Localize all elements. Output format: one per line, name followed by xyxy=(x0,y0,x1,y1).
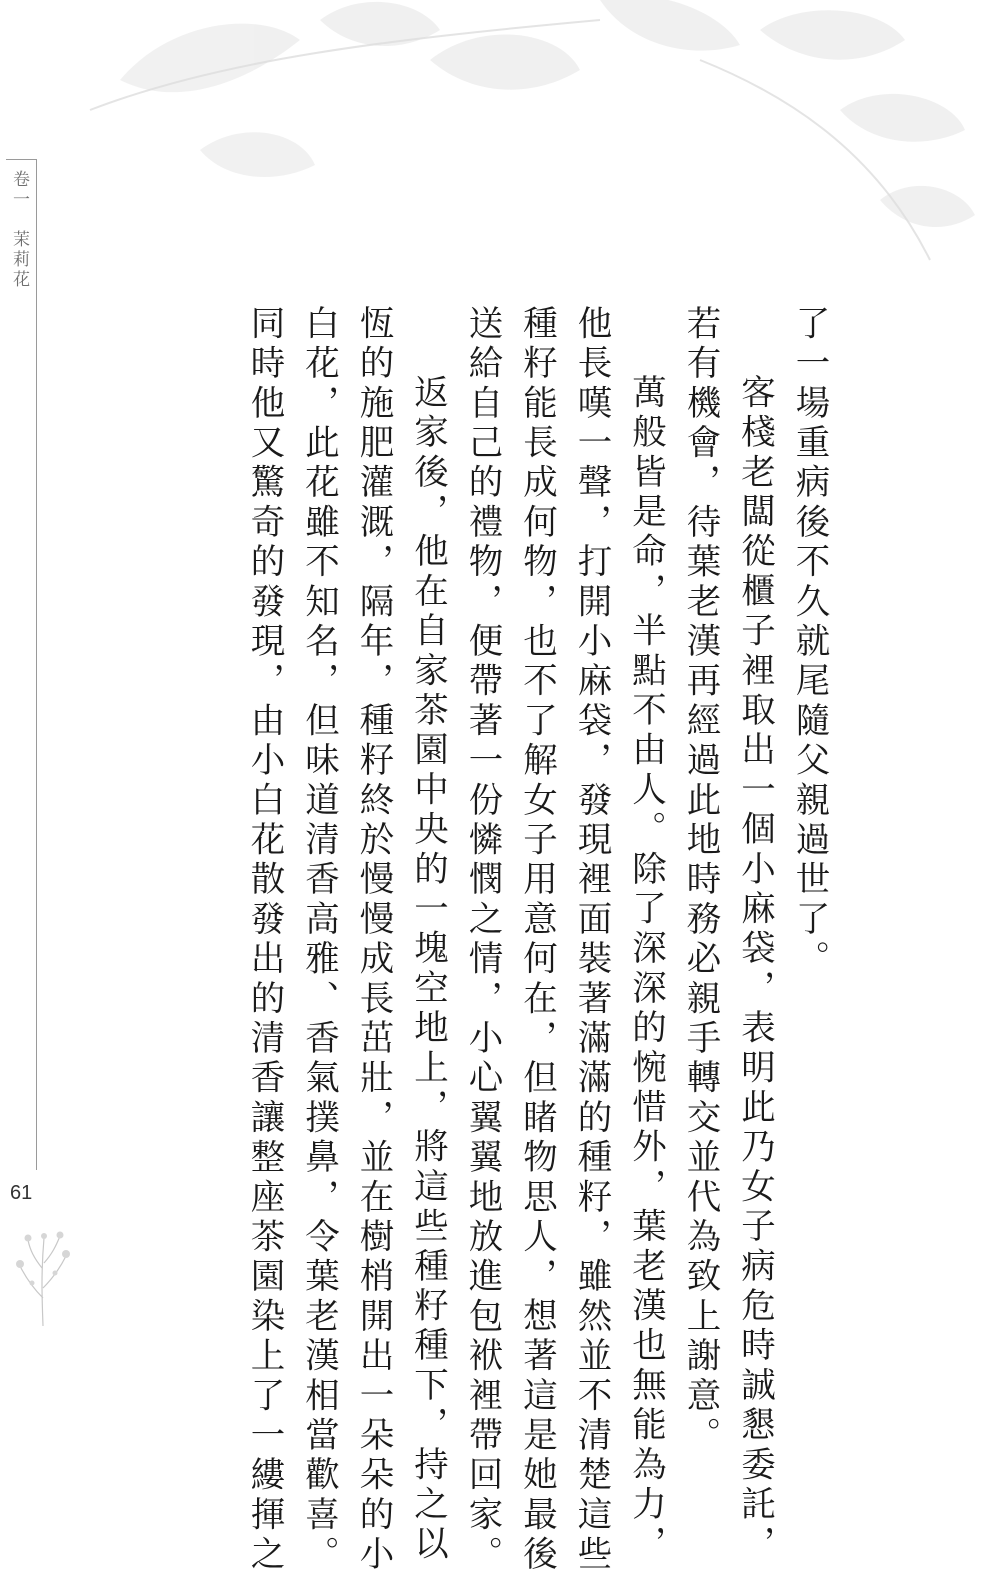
margin-rule-line xyxy=(36,160,37,1170)
text-column-2: 客棧老闆從櫃子裡取出一個小麻袋，表明此乃女子病危時誠懇委託， xyxy=(734,374,775,1565)
running-head-chapter-title: 卷一 茉莉花 xyxy=(9,170,29,290)
text-column-10: 白花，此花雖不知名，但味道清香高雅、香氣撲鼻，令葉老漢相當歡喜。 xyxy=(298,305,339,1575)
text-column-6: 種籽能長成何物，也不了解女子用意何在，但睹物思人，想著這是她最後 xyxy=(516,305,557,1575)
text-column-7: 送給自己的禮物，便帶著一份憐憫之情，小心翼翼地放進包袱裡帶回家。 xyxy=(462,305,502,1575)
stem-line xyxy=(28,1240,42,1268)
blossom-dot xyxy=(57,1232,64,1239)
leaf-shape xyxy=(200,132,315,177)
leaf-shape xyxy=(840,94,965,142)
text-column-8: 返家後，他在自家茶園中央的一塊空地上，將這些種籽種下，持之以 xyxy=(407,374,448,1565)
text-column-1: 了一場重病後不久就尾隨父親過世了。 xyxy=(789,305,829,980)
margin-tick-line xyxy=(6,159,37,160)
blossom-dot xyxy=(62,1250,70,1258)
stem-line xyxy=(44,1236,60,1263)
text-column-4: 萬般皆是命，半點不由人。除了深深的惋惜外，葉老漢也無能為力， xyxy=(625,374,666,1565)
blossom-dot xyxy=(41,1233,47,1239)
text-column-11: 同時他又驚奇的發現，由小白花散發出的清香讓整座茶園染上了一縷揮之 xyxy=(244,305,284,1575)
blossom-dot xyxy=(53,1271,58,1276)
stem-line xyxy=(42,1238,44,1326)
branch-line xyxy=(700,60,930,260)
jasmine-sprig-illustration xyxy=(8,1228,78,1328)
leaf-shape xyxy=(430,35,580,90)
blossom-dot xyxy=(30,1281,35,1286)
text-column-5: 他長嘆一聲，打開小麻袋，發現裡面裝著滿滿的種籽，雖然並不清楚這些 xyxy=(571,305,611,1575)
leaf-shape xyxy=(120,24,300,93)
leaf-shape xyxy=(760,10,905,59)
leaf-shape xyxy=(880,186,975,227)
vertical-body-text xyxy=(237,305,837,1575)
text-column-3: 若有機會，待葉老漢再經過此地時務必親手轉交並代為致上謝意。 xyxy=(680,305,720,1457)
leaf-shape xyxy=(600,0,740,51)
page-number: 61 xyxy=(10,1182,33,1204)
blossom-dot xyxy=(25,1235,32,1242)
blossom-dot xyxy=(16,1260,24,1268)
text-column-9: 恆的施肥灌溉，隔年，種籽終於慢慢成長茁壯，並在樹梢開出一朵朵的小 xyxy=(353,305,393,1575)
